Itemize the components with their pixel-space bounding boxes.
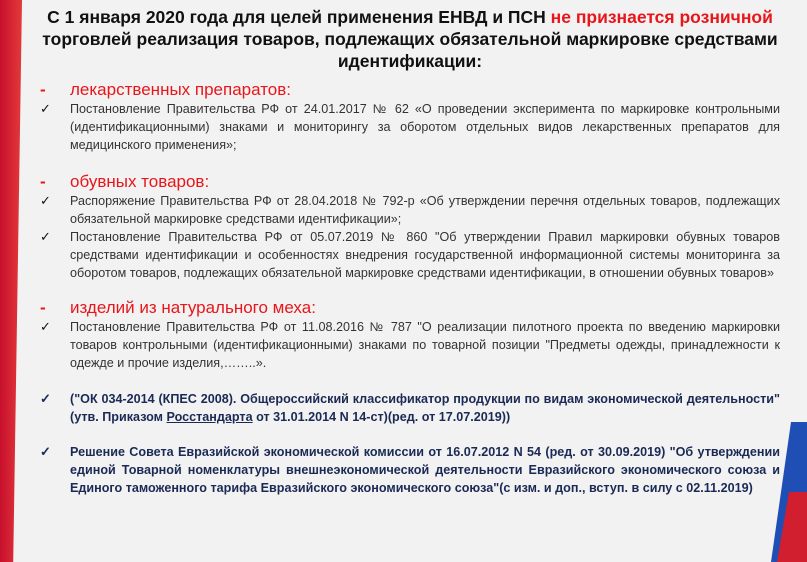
- list-item: [40, 100, 780, 154]
- reference-text-a: ("ОК 034-2014 (КПЕС 2008). Общероссийский классификатор продукции по видам экономической деятельности" (утв. Приказом: [70, 392, 780, 424]
- list-item-text: Постановление Правительства РФ от 05.07.2019 № 860 "Об утверждении Правил маркировки обувных товаров средствами идентификации и особенностях внедрения государственной информационной системы мониторинга за оборотом товаров, подлежащих обязательной маркировке средствами идентификации, в отношении обувных товаров»: [70, 230, 780, 280]
- list-item: [40, 192, 780, 228]
- dash-bullet: -: [40, 172, 46, 191]
- section-heading-fur: [40, 298, 780, 318]
- check-icon: ✓: [40, 193, 51, 208]
- reference-okpd: [40, 390, 780, 426]
- reference-text: Решение Совета Евразийской экономической комиссии от 16.07.2012 N 54 (ред. от 30.09.2019) "Об утверждении единой Товарной номенклатуры внешнеэкономической деятельности Евразийского экономического союза и Единого таможенного тарифа Евразийского экономического союза"(с изм. и доп., вступ. в силу с 02.11.2019): [70, 445, 780, 495]
- rosstandart-link[interactable]: Росстандарта: [166, 410, 253, 424]
- reference-text-b: от 31.01.2014 N 14-ст)(ред. от 17.07.2019)): [252, 410, 511, 424]
- section-heading-text: обувных товаров:: [70, 172, 210, 191]
- slide-content: [40, 0, 780, 497]
- section-heading-medicines: [40, 80, 780, 100]
- check-icon: ✓: [40, 101, 51, 116]
- title-text-3: идентификации:: [337, 51, 483, 71]
- section-heading-text: изделий из натурального меха:: [70, 298, 316, 317]
- section-heading-footwear: [40, 172, 780, 192]
- dash-bullet: -: [40, 80, 46, 99]
- decorative-left-stripe: [0, 0, 22, 562]
- title-text-2: торговлей реализация товаров, подлежащих обязательной маркировке средствами: [42, 29, 778, 49]
- list-item-text: Распоряжение Правительства РФ от 28.04.2018 № 792-р «Об утверждении перечня отдельных товаров, подлежащих обязательной маркировке средствами идентификации»;: [70, 194, 780, 226]
- list-item: [40, 318, 780, 372]
- list-item-text: Постановление Правительства РФ от 11.08.2016 № 787 "О реализации пилотного проекта по введению маркировки товаров контрольными (идентификационными) знаками по товарной позиции "Предметы одежды, принадлежности к одежде и прочие изделия,……..».: [70, 320, 780, 370]
- list-item: [40, 228, 780, 282]
- slide-title: [40, 6, 780, 72]
- check-icon: ✓: [40, 444, 51, 459]
- title-highlight: не признается розничной: [550, 7, 773, 27]
- title-text-1: С 1 января 2020 года для целей применения ЕНВД и ПСН: [47, 7, 551, 27]
- check-icon: ✓: [40, 229, 51, 244]
- reference-eaeu: [40, 443, 780, 497]
- check-icon: ✓: [40, 391, 51, 406]
- dash-bullet: -: [40, 298, 46, 317]
- section-heading-text: лекарственных препаратов:: [70, 80, 292, 99]
- check-icon: ✓: [40, 319, 51, 334]
- list-item-text: Постановление Правительства РФ от 24.01.2017 № 62 «О проведении эксперимента по маркировке контрольными (идентификационными) знаками и мониторингу за оборотом отдельных видов лекарственных препаратов для медицинского применения»;: [70, 102, 780, 152]
- reference-text: [70, 390, 780, 426]
